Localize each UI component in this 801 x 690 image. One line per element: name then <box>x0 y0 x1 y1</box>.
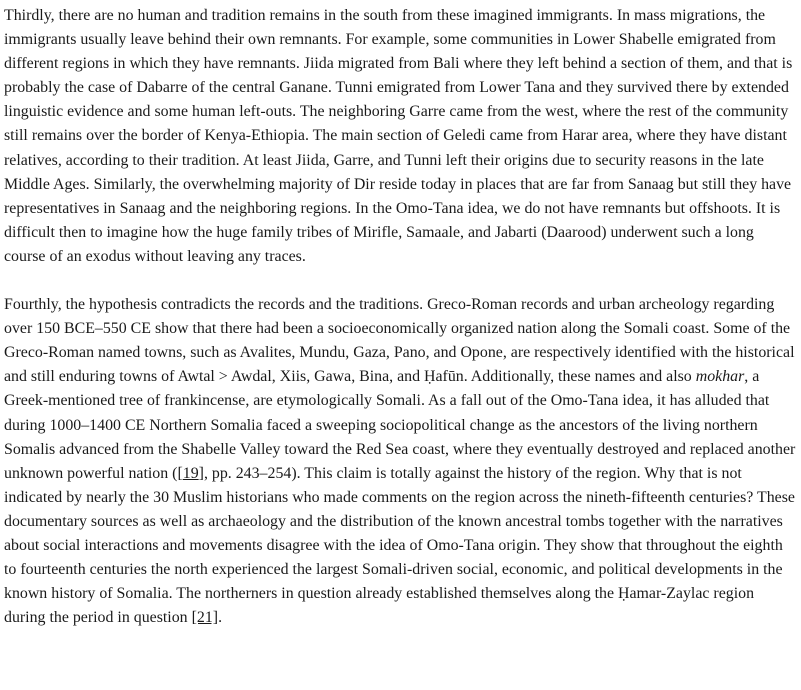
bracket-close: ] <box>198 464 204 482</box>
paragraph-text: , a Greek-mentioned tree of frankincense, are etymologically Somali. As a fall out of the Omo-Tana idea, it has alluded that during 1000–1400 CE Northern Somalia faced a sweeping sociopolitical change as the ancestors of the living northern Somalis advanced from the Shabelle Valley toward the Red Sea coast, where they eventually destroyed and replaced another unknown powerful nation ( <box>4 368 796 482</box>
paragraph-fourthly <box>4 293 797 630</box>
paragraph-thirdly: Thirdly, there are no human and tradition remains in the south from these imagined immigrants. In mass migrations, the immigrants usually leave behind their own remnants. For example, some communities in Lower Shabelle emigrated from different regions in which they have remnants. Jiida migrated from Bali where they left behind a section of them, and that is probably the case of Dabarre of the central Ganane. Tunni emigrated from Lower Tana and they survived there by extended linguistic evidence and some human left-outs. The neighboring Garre came from the west, where the rest of the community still remains over the border of Kenya-Ethiopia. The main section of Geledi came from Harar area, where they have distant relatives, according to their tradition. At least Jiida, Garre, and Tunni left their origins due to security reasons in the late Middle Ages. Similarly, the overwhelming majority of Dir reside today in places that are far from Sanaag but still they have representatives in Sanaag and the neighboring regions. In the Omo-Tana idea, we do not have remnants but offshoots. It is difficult then to imagine how the huge family tribes of Mirifle, Samaale, and Jabarti (Daarood) underwent such a long course of an exodus without leaving any traces. <box>4 7 793 265</box>
bracket-open: [ <box>177 464 183 482</box>
paragraph-end: . <box>218 609 223 627</box>
paragraph-text: Fourthly, the hypothesis contradicts the records and the traditions. Greco-Roman records and urban archeology regarding over 150 BCE–550 CE show that there had been a socioeconomically organized nation along the Somali coast. Some of the Greco-Roman named towns, such as Avalites, Mundu, Gaza, Pano, and Opone, are respectively identified with the historical and still enduring towns of Awtal > Awdal, Xiis, Gawa, Bina, and Ḥafūn. Additionally, these names and also <box>4 296 795 386</box>
paragraph-text: , pp. 243–254). This claim is totally against the history of the region. Why that is not indicated by nearly the 30 Muslim historians who made comments on the region across the nineth-fifteenth centuries? These documentary sources as well as archaeology and the distribution of the known ancestral tombs together with the narratives about social interactions and movements disagree with the idea of Omo-Tana origin. They show that throughout the eighth to fourteenth centuries the north experienced the largest Somali-driven social, economic, and political developments in the known history of Somalia. The northerners in question already established themselves along the Ḥamar-Zaylac region during the period in question <box>4 464 795 627</box>
citation-link-19[interactable] <box>177 465 203 482</box>
emphasis-mokhar: mokhar <box>695 368 745 386</box>
citation-number: 19 <box>182 464 199 482</box>
citation-link-21[interactable]: [21] <box>191 609 219 627</box>
